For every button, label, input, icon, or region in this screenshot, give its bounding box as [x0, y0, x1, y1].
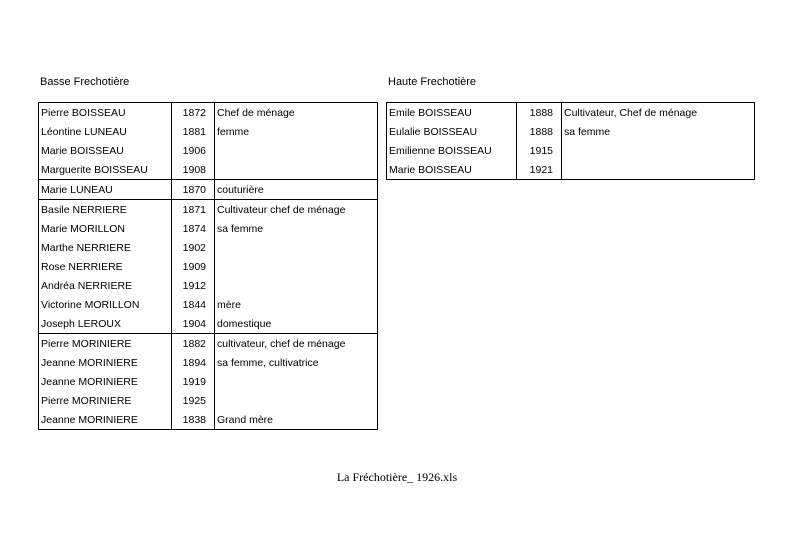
section-title-haute-frechotiere: Haute Frechotière — [388, 76, 477, 88]
household-table-haute-frechotiere — [386, 102, 755, 180]
person-role: femme — [215, 122, 378, 141]
household-table-basse-frechotiere — [38, 102, 378, 430]
person-name: Marthe NERRIERE — [39, 238, 172, 257]
birth-year: 1912 — [172, 276, 215, 295]
person-name: Pierre BOISSEAU — [39, 103, 172, 123]
person-row — [39, 219, 378, 238]
person-name: Marie LUNEAU — [39, 180, 172, 200]
person-row — [39, 200, 378, 220]
birth-year: 1915 — [517, 141, 562, 160]
person-role — [215, 257, 378, 276]
person-row — [39, 180, 378, 200]
birth-year: 1908 — [172, 160, 215, 180]
person-role: sa femme, cultivatrice — [215, 353, 378, 372]
person-role: domestique — [215, 314, 378, 334]
person-name: Pierre MORINIERE — [39, 391, 172, 410]
birth-year: 1871 — [172, 200, 215, 220]
person-row — [39, 103, 378, 123]
person-row — [39, 391, 378, 410]
birth-year: 1870 — [172, 180, 215, 200]
person-role — [215, 372, 378, 391]
person-role — [562, 160, 755, 180]
birth-year: 1904 — [172, 314, 215, 334]
person-row — [39, 160, 378, 180]
birth-year: 1888 — [517, 122, 562, 141]
birth-year: 1881 — [172, 122, 215, 141]
person-role — [215, 276, 378, 295]
birth-year: 1874 — [172, 219, 215, 238]
person-role — [562, 141, 755, 160]
person-role — [215, 141, 378, 160]
person-row — [39, 238, 378, 257]
person-role: Cultivateur chef de ménage — [215, 200, 378, 220]
person-role: Cultivateur, Chef de ménage — [562, 103, 755, 123]
person-row — [39, 276, 378, 295]
birth-year: 1902 — [172, 238, 215, 257]
section-title-basse-frechotiere: Basse Frechotière — [40, 76, 130, 88]
person-row — [39, 334, 378, 354]
person-name: Marguerite BOISSEAU — [39, 160, 172, 180]
birth-year: 1888 — [517, 103, 562, 123]
birth-year: 1921 — [517, 160, 562, 180]
person-row — [387, 122, 755, 141]
person-name: Basile NERRIERE — [39, 200, 172, 220]
person-row — [387, 103, 755, 123]
person-name: Pierre MORINIERE — [39, 334, 172, 354]
person-name: Eulalie BOISSEAU — [387, 122, 517, 141]
birth-year: 1844 — [172, 295, 215, 314]
person-role — [215, 160, 378, 180]
person-role: mère — [215, 295, 378, 314]
person-name: Victorine MORILLON — [39, 295, 172, 314]
person-role — [215, 238, 378, 257]
person-name: Jeanne MORINIERE — [39, 410, 172, 430]
birth-year: 1925 — [172, 391, 215, 410]
person-row — [39, 122, 378, 141]
person-row — [39, 314, 378, 334]
birth-year: 1919 — [172, 372, 215, 391]
person-row — [387, 160, 755, 180]
person-name: Emile BOISSEAU — [387, 103, 517, 123]
person-row — [39, 410, 378, 430]
person-row — [39, 295, 378, 314]
document-footer-filename: La Fréchotière_ 1926.xls — [336, 470, 458, 484]
person-name: Joseph LEROUX — [39, 314, 172, 334]
person-name: Marie MORILLON — [39, 219, 172, 238]
person-name: Rose NERRIERE — [39, 257, 172, 276]
person-role: Chef de ménage — [215, 103, 378, 123]
birth-year: 1909 — [172, 257, 215, 276]
person-row — [39, 372, 378, 391]
person-row — [387, 141, 755, 160]
birth-year: 1894 — [172, 353, 215, 372]
person-role: Grand mère — [215, 410, 378, 430]
person-role: sa femme — [562, 122, 755, 141]
birth-year: 1872 — [172, 103, 215, 123]
person-name: Marie BOISSEAU — [39, 141, 172, 160]
birth-year: 1838 — [172, 410, 215, 430]
person-name: Andréa NERRIERE — [39, 276, 172, 295]
birth-year: 1882 — [172, 334, 215, 354]
person-role: couturière — [215, 180, 378, 200]
person-role — [215, 391, 378, 410]
person-row — [39, 257, 378, 276]
person-name: Emilienne BOISSEAU — [387, 141, 517, 160]
person-role: sa femme — [215, 219, 378, 238]
person-role: cultivateur, chef de ménage — [215, 334, 378, 354]
person-row — [39, 141, 378, 160]
birth-year: 1906 — [172, 141, 215, 160]
person-row — [39, 353, 378, 372]
person-name: Jeanne MORINIERE — [39, 372, 172, 391]
person-name: Marie BOISSEAU — [387, 160, 517, 180]
person-name: Jeanne MORINIERE — [39, 353, 172, 372]
person-name: Léontine LUNEAU — [39, 122, 172, 141]
